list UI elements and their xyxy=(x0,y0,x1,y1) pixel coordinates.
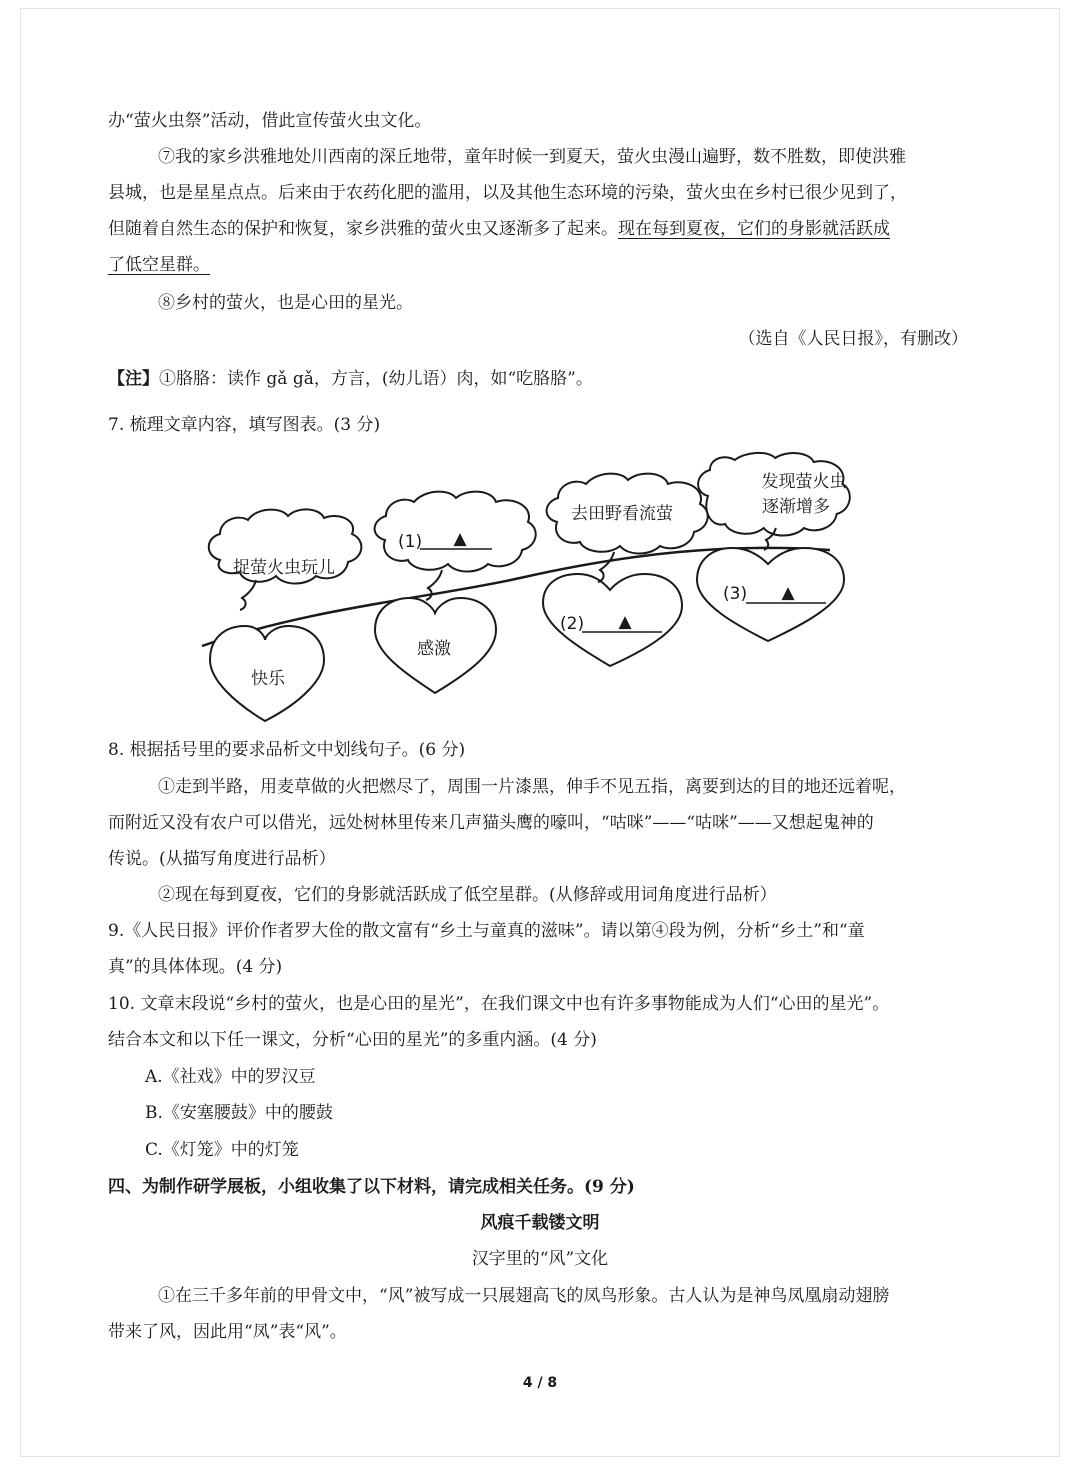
source-citation: （选自《人民日报》，有删改） xyxy=(738,329,968,349)
heart-3-label: (2) xyxy=(560,614,585,634)
cloud-2 xyxy=(375,492,536,600)
q9-line1: 9.《人民日报》评价作者罗大佺的散文富有“乡土与童真的滋味”。请以第④段为例，分析“乡土”和“童 xyxy=(108,921,865,941)
heart-4 xyxy=(697,548,844,641)
q8-item1-line3: 传说。(从描写角度进行品析） xyxy=(108,849,336,869)
passage-p6-tail: 办“萤火虫祭”活动，借此宣传萤火虫文化。 xyxy=(108,111,432,131)
note-text: ①胳胳：读作 gǎ gǎ，方言，(幼儿语）肉，如“吃胳胳”。 xyxy=(159,369,593,389)
heart-3 xyxy=(543,574,682,666)
q8-item1-line2: 而附近又没有农户可以借光，远处树林里传来几声猫头鹰的嚎叫，“咕咪”——“咕咪”——又想起鬼神的 xyxy=(108,813,874,833)
q10-option-c: C.《灯笼》中的灯笼 xyxy=(145,1140,299,1160)
cloud-4-text-line1: 发现萤火虫 xyxy=(761,472,847,492)
q10-line1: 10. 文章末段说“乡村的萤火，也是心田的星光”，在我们课文中也有许多事物能成为人们“心田的星光”。 xyxy=(108,994,890,1014)
q7-diagram xyxy=(190,448,870,733)
heart-3-blank-mark: ▲ xyxy=(618,612,632,632)
heart-4-label: (3) xyxy=(723,584,748,604)
section4-p1-line2: 带来了风，因此用“凤”表“风”。 xyxy=(108,1322,347,1342)
q8-item2: ②现在每到夏夜，它们的身影就活跃成了低空星群。(从修辞或用词角度进行品析） xyxy=(158,885,777,905)
q8-text: 8. 根据括号里的要求品析文中划线句子。(6 分) xyxy=(108,740,466,760)
section4-title: 风痕千载镂文明 xyxy=(480,1213,600,1233)
heart-2-text: 感激 xyxy=(417,639,451,659)
passage-p8: ⑧乡村的萤火，也是心田的星光。 xyxy=(158,293,413,313)
underlined-sentence-part1: 现在每到夏夜，它们的身影就活跃成 xyxy=(618,219,890,239)
cloud-2-label: (1) xyxy=(398,532,423,552)
section4-heading: 四、为制作研学展板，小组收集了以下材料，请完成相关任务。(9 分) xyxy=(108,1177,635,1197)
heart-4-blank-mark: ▲ xyxy=(781,583,795,603)
q7-text: 7. 梳理文章内容，填写图表。(3 分) xyxy=(108,415,381,435)
section4-p1-line1: ①在三千多年前的甲骨文中，“风”被写成一只展翅高飞的凤鸟形象。古人认为是神鸟凤凰扇动翅膀 xyxy=(158,1286,890,1306)
section4-subtitle: 汉字里的“风”文化 xyxy=(471,1249,609,1269)
passage-p7-line1: ⑦我的家乡洪雅地处川西南的深丘地带，童年时候一到夏天，萤火虫漫山遍野，数不胜数，即使洪雅 xyxy=(158,147,906,167)
cloud-4-text-line2: 逐渐增多 xyxy=(762,497,830,517)
q10-option-b: B.《安塞腰鼓》中的腰鼓 xyxy=(145,1103,333,1123)
q8-item1-line1: ①走到半路，用麦草做的火把燃尽了，周围一片漆黑，伸手不见五指，离要到达的目的地还远着呢， xyxy=(158,777,906,797)
cloud-4 xyxy=(698,453,850,550)
heart-1 xyxy=(210,626,324,721)
passage-p7-line3 xyxy=(108,218,890,240)
passage-p7-line2: 县城，也是星星点点。后来由于农药化肥的滥用，以及其他生态环境的污染，萤火虫在乡村已很少见到了， xyxy=(108,183,907,203)
passage-p7-line3-plain: 但随着自然生态的保护和恢复，家乡洪雅的萤火虫又逐渐多了起来。 xyxy=(108,219,618,239)
page-number: 4 / 8 xyxy=(522,1375,558,1391)
q9-line2: 真”的具体体现。(4 分) xyxy=(108,957,283,977)
q10-option-a: A.《社戏》中的罗汉豆 xyxy=(145,1067,316,1087)
cloud-3-text: 去田野看流萤 xyxy=(571,504,673,524)
heart-1-text: 快乐 xyxy=(251,669,285,689)
cloud-3 xyxy=(547,474,708,582)
cloud-2-blank-mark: ▲ xyxy=(453,529,467,549)
heart-2 xyxy=(375,598,496,693)
cloud-1-text: 捉萤火虫玩儿 xyxy=(233,558,335,578)
q10-line2: 结合本文和以下任一课文，分析“心田的星光”的多重内涵。(4 分) xyxy=(108,1030,597,1050)
underlined-sentence-part2: 了低空星群。 xyxy=(108,255,210,275)
cloud-1 xyxy=(209,509,362,610)
note xyxy=(108,368,593,390)
note-label: 【注】 xyxy=(108,369,159,389)
